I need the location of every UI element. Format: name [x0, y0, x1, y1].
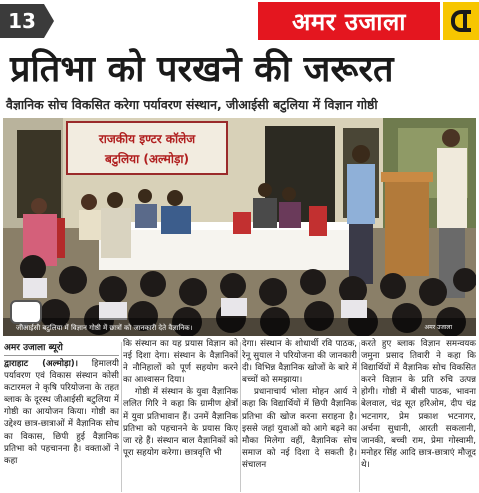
column-2-paragraph-1: कि संस्थान का यह प्रयास विज्ञान को नई दिशा देगा। संस्थान के वैज्ञानिकों ने नौनिहालों को पूर्ण सहयोग करने का आश्वासन दिया। [123, 339, 238, 386]
column-3-paragraph-1: देगा। संस्थान के शोधार्थी रवि पाठक, रेनू सुयाल ने परियोजना की जानकारी दी। विभिन्न वैज्ञानिक खोजों के बारे में बच्चों को समझाया। [242, 339, 357, 386]
photo-caption-text: जीआईसी बटुलिया में विज्ञान गोष्ठी में छात्रों को जानकारी देते वैज्ञानिक। [16, 324, 193, 332]
article-headline: प्रतिभा को परखने की जरूरत [10, 49, 394, 90]
dateline: द्वाराहाट (अल्मोड़ा)। [4, 359, 78, 369]
bureau-byline: अमर उजाला ब्यूरो [4, 338, 119, 356]
column-4-text: करते हुए ब्लाक विज्ञान समन्वयक जमुना प्रसाद तिवारी ने कहा कि विद्यार्थियों में वैज्ञानिक सोच विकसित करने विज्ञान के प्रति रुचि उत्पन्न होगी। गोष्ठी में बीसी पाठक, भावना बेलवाल, चंद्र सूत हरिओम, दीप चंद्र भटनागर, प्रेम प्रकाश भटनागर, अर्चना सुधानी, आरती सकलानी, जानकी, बच्ची राम, प्रेमा गोस्वामी, मनोहर सिंह आदि छात्र-छात्राएं मौजूद थे। [361, 339, 476, 470]
article-photo [3, 118, 476, 336]
event-scene-illustration [3, 118, 476, 336]
page-header [0, 0, 479, 42]
school-banner-line1: राजकीय इण्टर कॉलेज [98, 132, 196, 146]
logo-glyph-icon [451, 10, 471, 32]
article-subhead: वैज्ञानिक सोच विकसित करेगा पर्यावरण संस्थान, जीआईसी बटुलिया में विज्ञान गोष्ठी [6, 97, 378, 112]
article-column-3 [242, 338, 357, 493]
column-2-paragraph-2: गोष्ठी में संस्थान के युवा वैज्ञानिक ललित गिरि ने कहा कि ग्रामीण क्षेत्रों में युवा प्रतिभावान हैं। उनमें वैज्ञानिक प्रतिभा को पहचानने के प्रयास किए जा रहे हैं। संस्थान बाल वैज्ञानिकों को पूरा सहयोग करेगा। छात्रवृत्ति भी [123, 387, 238, 458]
column-divider [359, 342, 360, 492]
column-divider [121, 342, 122, 492]
article-column-2 [123, 338, 238, 493]
page-number: 13 [0, 4, 44, 38]
newspaper-name: अमर उजाला [291, 7, 407, 36]
school-banner-line2: बटुलिया (अल्मोड़ा) [105, 152, 189, 166]
article-body [4, 338, 476, 493]
newspaper-logo [443, 2, 479, 40]
masthead-banner [258, 2, 440, 40]
photo-caption [16, 320, 474, 336]
article-column-1 [4, 338, 119, 493]
column-1-text: हिमालयी पर्यावरण एवं विकास संस्थान कोसी कटारमल ने कृषि परियोजना के तहत ब्लाक के दूरस्थ जीआईसी बटुलिया में गोष्ठी का आयोजन किया। गोष्ठी का उद्देश्य छात्र-छात्राओं में वैज्ञानिक सोच का विकास, छिपी हुई वैज्ञानिक प्रतिभा को पहचानना है। वक्ताओं ने कहा [4, 359, 119, 466]
column-3-paragraph-2: प्रधानाचार्य भोला मोहन आर्य ने कहा कि विद्यार्थियों में छिपी वैज्ञानिक प्रतिभा की खोज करना सराहना है। इससे जहां युवाओं को आगे बढ़ने का मौका मिलेगा वहीं, वैज्ञानिक सोच समाज को नई दिशा दे सकती है। संचालन [242, 387, 357, 470]
column-divider [240, 342, 241, 492]
article-column-4 [361, 338, 476, 493]
photo-credit: अमर उजाला [424, 324, 452, 331]
